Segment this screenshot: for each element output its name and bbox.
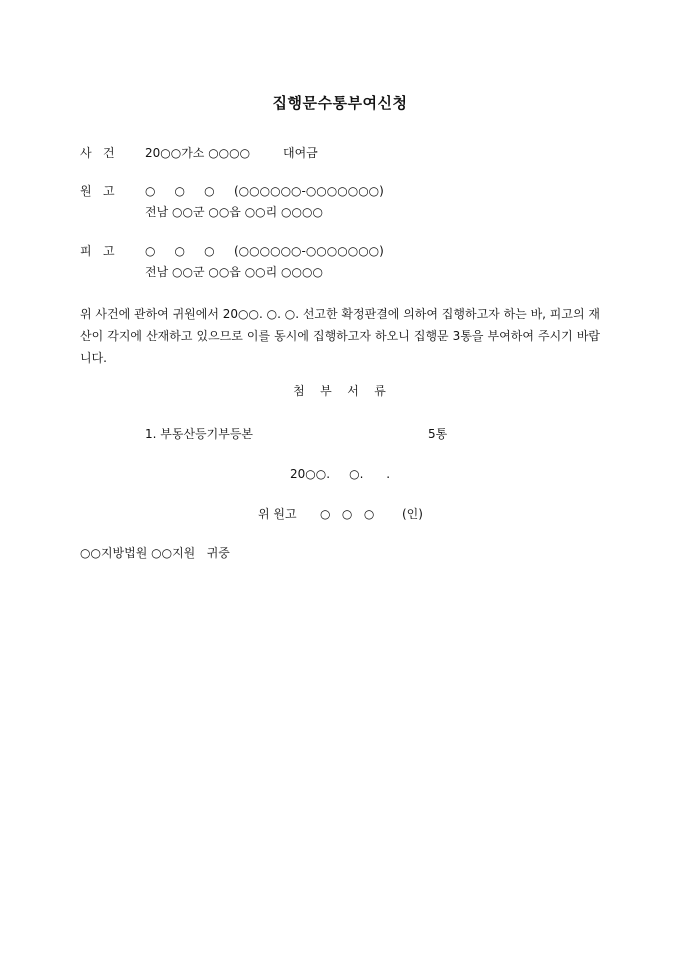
attachments-title: 첨 부 서 류 bbox=[293, 384, 387, 398]
attachment-item-label: 1. 부동산등기부등본 bbox=[145, 427, 254, 441]
plaintiff-address: 전남 ○○군 ○○읍 ○○리 ○○○○ bbox=[145, 205, 323, 219]
case-label: 사 건 bbox=[80, 146, 115, 160]
defendant-address: 전남 ○○군 ○○읍 ○○리 ○○○○ bbox=[145, 265, 323, 279]
court-recipient: ○○지방법원 ○○지원 귀중 bbox=[80, 546, 230, 560]
request-paragraph: 위 사건에 관하여 귀원에서 20○○. ○. ○. 선고한 확정판결에 의하여 집행하고자 하는 바, 피고의 재산이 각지에 산재하고 있으므로 이를 동시에 집행하고자 하오니 집행문 3통을 부여하여 주시기 바랍니다. bbox=[80, 307, 600, 365]
case-type: 대여금 bbox=[283, 146, 318, 160]
signature-role: 위 원고 bbox=[258, 507, 297, 521]
signature-seal: (인) bbox=[402, 507, 423, 521]
plaintiff-id: (○○○○○○-○○○○○○○) bbox=[234, 184, 384, 198]
defendant-label: 피 고 bbox=[80, 244, 115, 258]
document-title: 집행문수통부여신청 bbox=[272, 94, 408, 112]
defendant-name: ○ ○ ○ bbox=[145, 244, 215, 258]
defendant-id: (○○○○○○-○○○○○○○) bbox=[234, 244, 384, 258]
signature-name: ○ ○ ○ bbox=[320, 507, 375, 521]
case-number: 20○○가소 ○○○○ bbox=[145, 146, 251, 160]
attachment-item-count: 5통 bbox=[428, 427, 448, 441]
filing-date: 20○○. ○. . bbox=[290, 467, 391, 481]
plaintiff-name: ○ ○ ○ bbox=[145, 184, 215, 198]
plaintiff-label: 원 고 bbox=[80, 184, 115, 198]
